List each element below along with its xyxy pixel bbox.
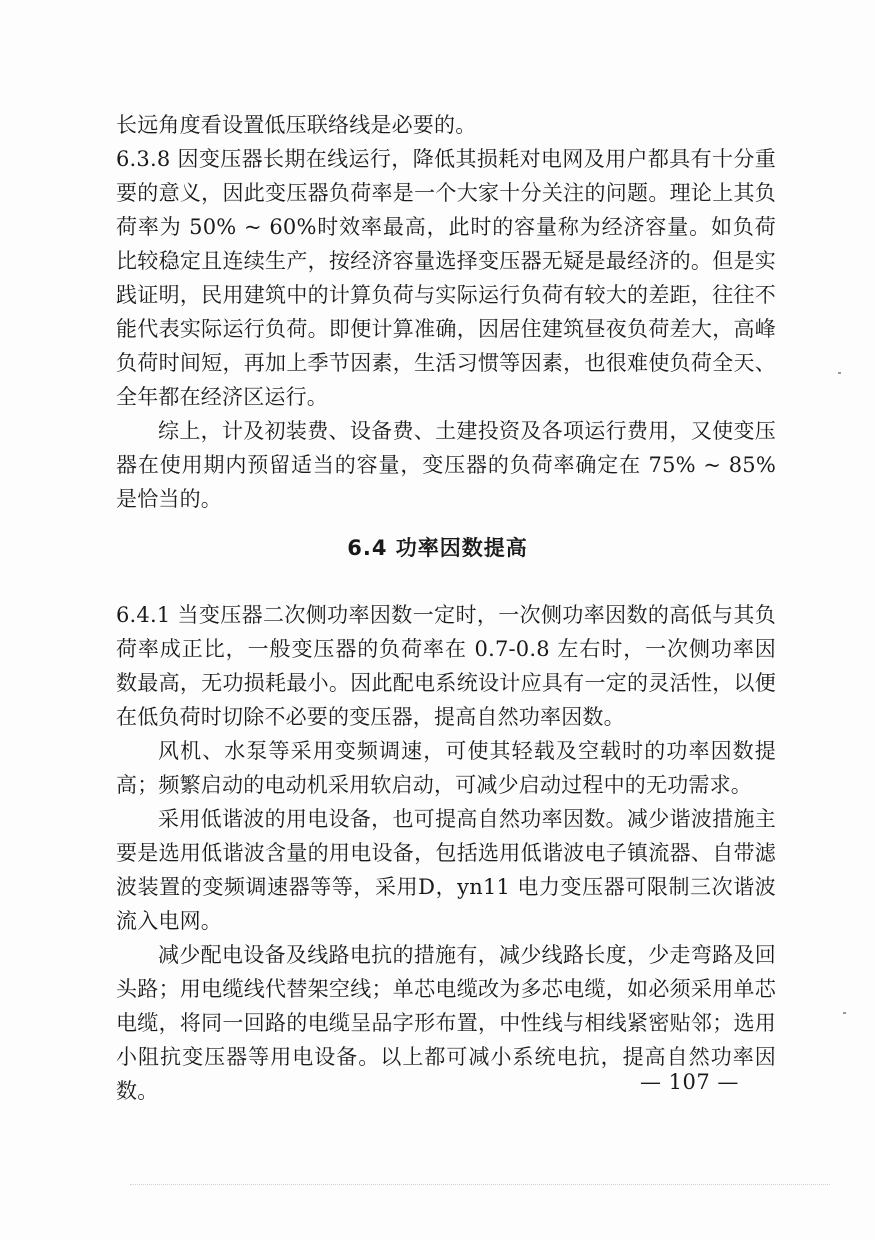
section-heading: 6.4 功率因数提高 bbox=[347, 536, 528, 560]
paragraph: 减少配电设备及线路电抗的措施有，减少线路长度，少走弯路及回头路；用电缆线代替架空线；单芯电缆改为多芯电缆，如必须采用单芯电缆，将同一回路的电缆呈品字形布置，中性线与相线紧密贴邻；选用小阻抗变压器等用电设备。以上都可减小系统电抗，提高自然功率因数。 bbox=[116, 943, 776, 1103]
paragraph: 6.4.1 当变压器二次侧功率因数一定时，一次侧功率因数的高低与其负荷率成正比，一般变压器的负荷率在 0.7-0.8 左右时，一次侧功率因数最高，无功损耗最小。因此配电系统设计应具有一定的灵活性，以便在低负荷时切除不必要的变压器，提高自然功率因数。 bbox=[116, 603, 776, 729]
body-text-top bbox=[116, 108, 776, 516]
scan-artifact-dot bbox=[843, 1012, 846, 1014]
page-number: — 107 — bbox=[640, 1070, 739, 1094]
scan-artifact-line bbox=[130, 1170, 830, 1185]
scan-artifact-dot bbox=[838, 372, 841, 374]
paragraph: 风机、水泵等采用变频调速，可使其轻载及空载时的功率因数提高；频繁启动的电动机采用软启动，可减少启动过程中的无功需求。 bbox=[116, 739, 776, 797]
paragraph: 采用低谐波的用电设备，也可提高自然功率因数。减少谐波措施主要是选用低谐波含量的用电设备，包括选用低谐波电子镇流器、自带滤波装置的变频调速器等等，采用D，yn11 电力变压器可限制三次谐波流入电网。 bbox=[116, 807, 776, 933]
body-text-bottom bbox=[116, 598, 776, 1108]
paragraph: 6.3.8 因变压器长期在线运行，降低其损耗对电网及用户都具有十分重要的意义，因此变压器负荷率是一个大家十分关注的问题。理论上其负荷率为 50% ~ 60%时效率最高，此时的容量称为经济容量。如负荷比较稳定且连续生产，按经济容量选择变压器无疑是最经济的。但是实践证明，民用建筑中的计算负荷与实际运行负荷有较大的差距，往往不能代表实际运行负荷。即便计算准确，因居住建筑昼夜负荷差大，高峰负荷时间短，再加上季节因素，生活习惯等因素，也很难使负荷全天、全年都在经济区运行。 bbox=[116, 147, 776, 409]
paragraph: 长远角度看设置低压联络线是必要的。 bbox=[116, 113, 477, 137]
paragraph: 综上，计及初装费、设备费、土建投资及各项运行费用，又使变压器在使用期内预留适当的容量，变压器的负荷率确定在 75% ~ 85%是恰当的。 bbox=[116, 419, 776, 511]
